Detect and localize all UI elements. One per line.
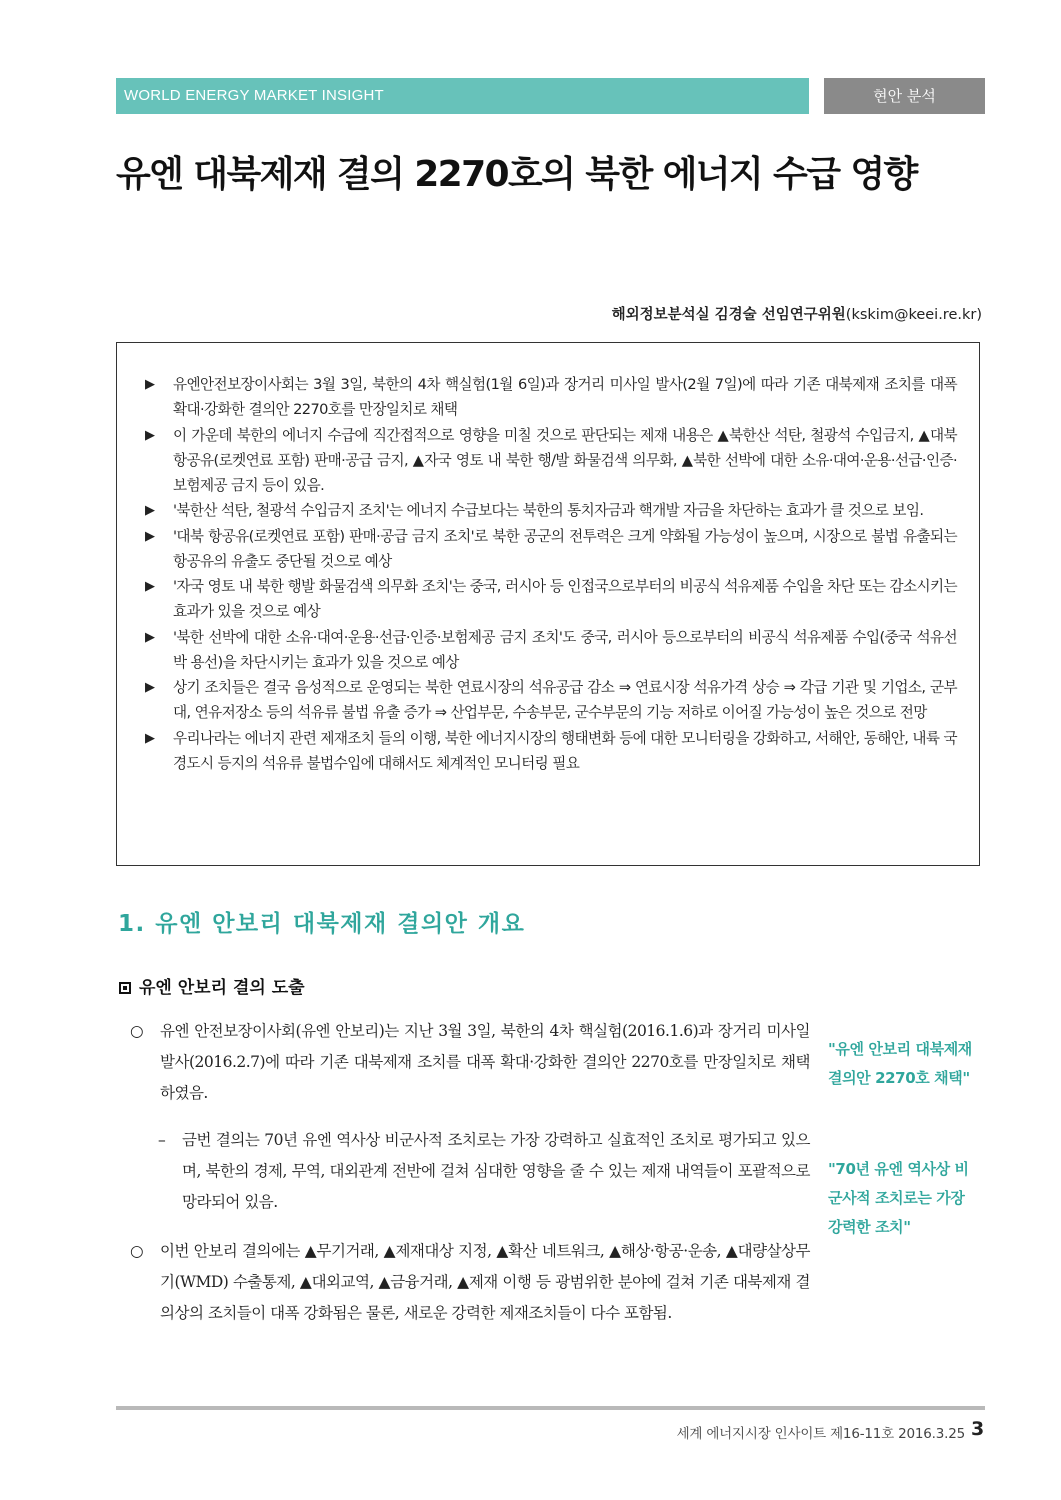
summary-item-text: 상기 조치들은 결국 음성적으로 운영되는 북한 연료시장의 석유공급 감소 ⇒ 연료시장 석유가격 상승 ⇒ 각급 기관 및 기업소, 군부대, 연유저장소 등의 석유류 불법 유출 증가 ⇒ 산업부문, 수송부문, 군수부문의 기능 저하로 이어질 가능성이 높은 것으로 전망 — [173, 679, 957, 721]
summary-item-text: 우리나라는 에너지 관련 제재조치 들의 이행, 북한 에너지시장의 행태변화 등에 대한 모니터링을 강화하고, 서해안, 동해안, 내륙 국경도시 등지의 석유류 불법수입에 대해서도 체계적인 모니터링 필요 — [173, 729, 957, 772]
section-tab — [824, 78, 985, 114]
paragraph-2-text: 이번 안보리 결의에는 ▲무기거래, ▲제재대상 지정, ▲확산 네트워크, ▲해상·항공·운송, ▲대량살상무기(WMD) 수출통제, ▲대외교역, ▲금융거래, ▲제재 이행 등 광범위한 분야에 걸쳐 기존 대북제재 결의상의 조치들이 대폭 강화됨은 물론, 새로운 강력한 제재조치들이 다수 포함됨. — [160, 1242, 810, 1322]
triangle-bullet-icon: ▶ — [145, 503, 155, 518]
summary-item — [145, 423, 957, 498]
summary-item-text: '북한산 석탄, 철광석 수입금지 조치'는 에너지 수급보다는 북한의 통치자금과 핵개발 자금을 차단하는 효과가 클 것으로 보임. — [173, 502, 924, 519]
summary-item — [145, 675, 957, 725]
square-bullet-icon — [119, 982, 131, 994]
subsection-heading-text: 유엔 안보리 결의 도출 — [139, 978, 305, 998]
dash-bullet-icon: – — [158, 1131, 166, 1149]
sub-paragraph-1 — [158, 1125, 810, 1218]
paragraph-1-text: 유엔 안전보장이사회(유엔 안보리)는 지난 3월 3일, 북한의 4차 핵실험(2016.1.6)과 장거리 미사일 발사(2016.2.7)에 따라 기존 대북제재 조치를 대폭 확대·강화한 결의안 2270호를 만장일치로 채택하였음. — [160, 1022, 810, 1102]
summary-item-text: '대북 항공유(로켓연료 포함) 판매·공급 금지 조치'로 북한 공군의 전투력은 크게 약화될 가능성이 높으며, 시장으로 불법 유출되는 항공유의 유출도 중단될 것으로 예상 — [173, 527, 957, 570]
summary-item-text: 유엔안전보장이사회는 3월 3일, 북한의 4차 핵실험(1월 6일)과 장거리 미사일 발사(2월 7일)에 따라 기존 대북제재 조치를 대폭 확대·강화한 결의안 2270호를 만장일치로 채택 — [173, 376, 957, 418]
summary-item — [145, 498, 957, 523]
page-title: 유엔 대북제재 결의 2270호의 북한 에너지 수급 영향 — [116, 154, 917, 195]
section-heading: 1. 유엔 안보리 대북제재 결의안 개요 — [118, 911, 526, 937]
triangle-bullet-icon: ▶ — [145, 730, 155, 746]
summary-item — [145, 625, 957, 675]
paragraph-1 — [130, 1016, 810, 1109]
header-bar — [116, 78, 809, 114]
author-email: (kskim@keei.re.kr) — [845, 307, 982, 323]
subsection-heading — [119, 973, 305, 998]
summary-list — [145, 372, 957, 776]
paragraph-2 — [130, 1236, 810, 1329]
summary-item-text: '자국 영토 내 북한 행발 화물검색 의무화 조치'는 중국, 러시아 등 인접국으로부터의 비공식 석유제품 수입을 차단 또는 감소시키는 효과가 있을 것으로 예상 — [173, 578, 957, 620]
summary-item-text: 이 가운데 북한의 에너지 수급에 직간접적으로 영향을 미칠 것으로 판단되는 제재 내용은 ▲북한산 석탄, 철광석 수입금지, ▲대북 항공유(로켓연료 포함) 판매·공급 금지, ▲자국 영토 내 북한 행/발 화물검색 의무화, ▲북한 선박에 대한 소유·대여·운용·선급·인증·보험제공 금지 등이 있음. — [173, 426, 957, 494]
author-line — [612, 303, 982, 324]
circle-bullet-icon: ○ — [130, 1242, 144, 1260]
circle-bullet-icon: ○ — [130, 1022, 144, 1040]
summary-item — [145, 524, 957, 574]
triangle-bullet-icon: ▶ — [145, 680, 155, 695]
section-tab-label: 현안 분석 — [873, 87, 936, 105]
triangle-bullet-icon: ▶ — [145, 629, 155, 645]
sub-paragraph-1-text: 금번 결의는 70년 유엔 역사상 비군사적 조치로는 가장 강력하고 실효적인 조치로 평가되고 있으며, 북한의 경제, 무역, 대외관계 전반에 걸쳐 심대한 영향을 줄 수 있는 제재 내역들이 포괄적으로 망라되어 있음. — [182, 1131, 810, 1211]
summary-item-text: '북한 선박에 대한 소유·대여·운용·선급·인증·보험제공 금지 조치'도 중국, 러시아 등으로부터의 비공식 석유제품 수입(중국 석유선박 용선)을 차단시키는 효과가 있을 것으로 예상 — [173, 628, 957, 671]
triangle-bullet-icon: ▶ — [145, 528, 155, 544]
summary-item — [145, 574, 957, 624]
footer-publication: 세계 에너지시장 인사이트 제16-11호 2016.3.25 — [676, 1426, 965, 1442]
publication-label: WORLD ENERGY MARKET INSIGHT — [124, 87, 384, 104]
summary-box — [116, 342, 980, 866]
author-affiliation: 해외정보분석실 김경술 선임연구위원 — [611, 307, 846, 323]
summary-item — [145, 726, 957, 776]
triangle-bullet-icon: ▶ — [145, 377, 155, 392]
page-number: 3 — [971, 1418, 985, 1440]
summary-item — [145, 372, 957, 422]
triangle-bullet-icon: ▶ — [145, 579, 155, 594]
triangle-bullet-icon: ▶ — [145, 427, 155, 443]
sidenote-1: "유엔 안보리 대북제재 결의안 2270호 채택" — [828, 1040, 972, 1087]
sidenote-2: "70년 유엔 역사상 비군사적 조치로는 가장 강력한 조치" — [828, 1160, 969, 1236]
footer-divider — [116, 1406, 985, 1410]
